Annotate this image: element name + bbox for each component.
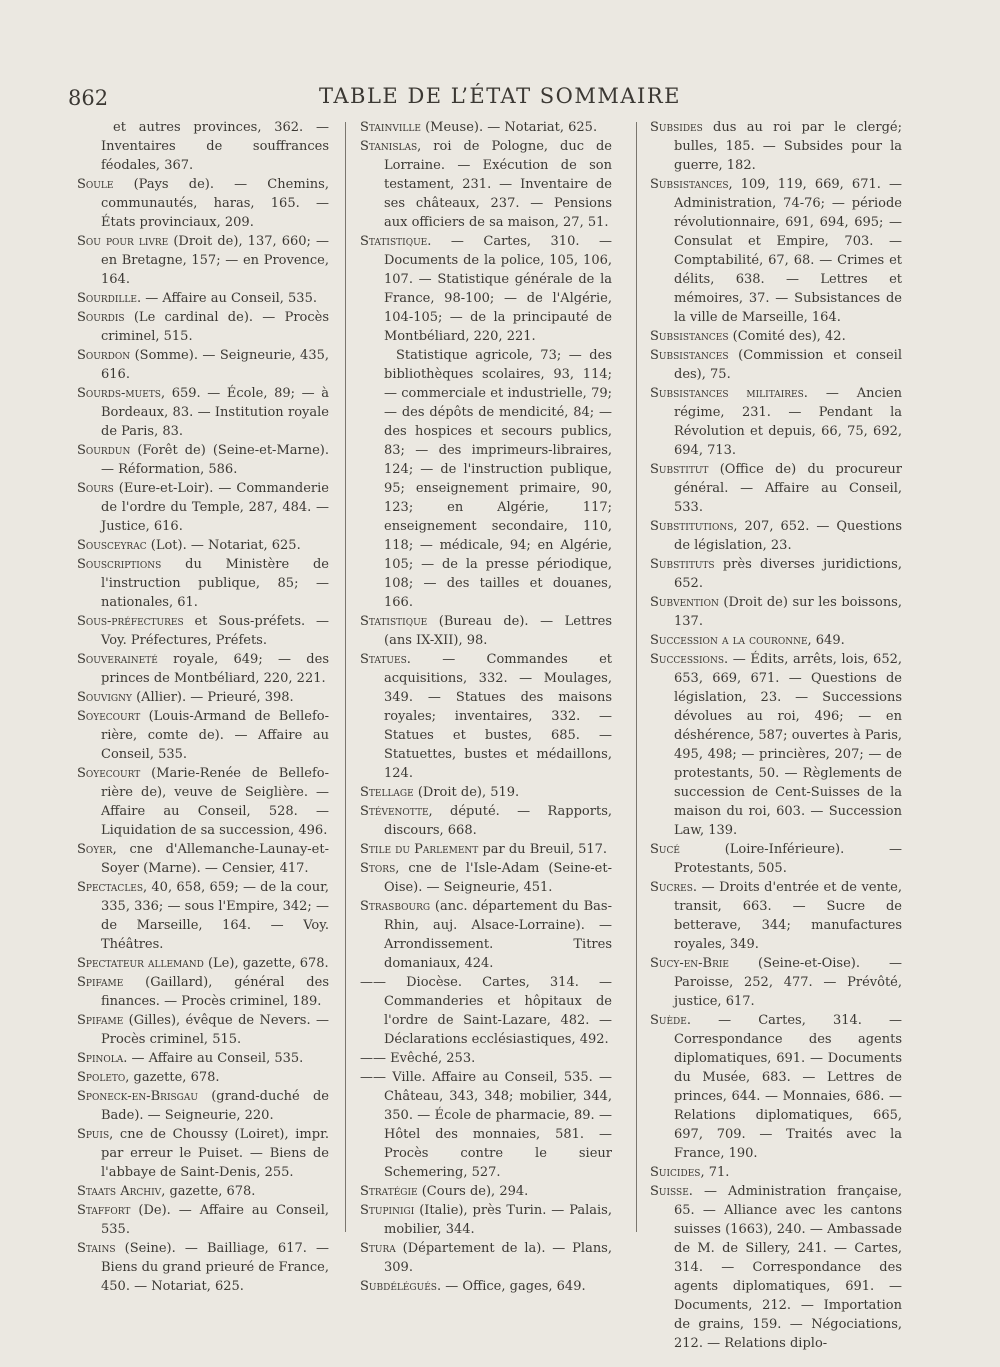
entry-heading: Staffort — [77, 1203, 131, 1218]
entry-heading: Souscriptions — [77, 557, 162, 572]
entry-text: . — Commandes et acquisitions, 332. — Moulages, 349. — Statues des maisons royales; inventaires, 332. — Statues et bustes, 685. — Statuettes, bustes et médaillons, 124. — [384, 652, 612, 781]
index-entry — [360, 650, 612, 783]
entry-text: et Sous-préfets. — Voy. Préfectures, Préfets. — [101, 614, 329, 648]
entry-text: (Le cardinal de). — Procès criminel, 515. — [101, 310, 329, 344]
entry-text: dus au roi par le clergé; bulles, 185. — Subsides pour la guerre, 182. — [674, 120, 902, 173]
index-entry — [650, 878, 902, 954]
index-entry — [77, 118, 329, 175]
entry-heading: Stile du Parlement — [360, 842, 479, 857]
entry-text: —— Diocèse. Cartes, 314. — Commanderies et hôpitaux de l'ordre de Saint-Lazare, 482. — Déclarations ecclésiastiques, 492. — [360, 975, 612, 1047]
index-entry — [650, 631, 902, 650]
entry-text: (Seine-et-Oise). — Paroisse, 252, 477. — Prévôté, justice, 617. — [674, 956, 902, 1009]
entry-heading: Souvigny — [77, 690, 132, 705]
entry-text: . — Édits, arrêts, lois, 652, 653, 669, 671. — Questions de législation, 23. — Successions dévolues au roi, 496; — en déshérence, 587; ouvertes à Paris, 495, 498; — princières, 207; — de protestants, 50. — Règlements de succession de Cent-Suisses de la maison du roi, 603. — Succession Law, 139. — [674, 652, 902, 838]
entry-heading: Sousceyrac — [77, 538, 147, 553]
entry-heading: Statues — [360, 652, 407, 667]
entry-text: (Cours de), 294. — [417, 1184, 529, 1199]
entry-heading: Sourdille — [77, 291, 137, 306]
index-entry — [360, 973, 612, 1049]
index-entry — [77, 840, 329, 878]
entry-text: . — Cartes, 310. — Documents de la police, 105, 106, 107. — Statistique générale de la France, 98-100; — de l'Algérie, 104-105; — de la principauté de Montbéliard, 220, 221. — [384, 234, 612, 344]
entry-text: , 71. — [700, 1165, 730, 1180]
entry-heading: Stratégie — [360, 1184, 418, 1199]
index-entry — [360, 346, 612, 612]
entry-heading: Subsistances — [650, 329, 729, 344]
entry-text: (Gaillard), général des finances. — Procès criminel, 189. — [101, 975, 329, 1009]
entry-heading: Staats Archiv — [77, 1184, 162, 1199]
index-entry — [650, 346, 902, 384]
index-entry — [77, 555, 329, 612]
entry-text: (Meuse). — Notariat, 625. — [420, 120, 598, 135]
page-title: TABLE DE L’ÉTAT SOMMAIRE — [319, 84, 681, 108]
index-entry — [360, 897, 612, 973]
index-entry — [77, 1125, 329, 1182]
index-entry — [77, 612, 329, 650]
entry-text: royale, 649; — des princes de Montbéliard, 220, 221. — [101, 652, 329, 686]
index-column-3 — [650, 118, 902, 1353]
entry-heading: Statistique — [360, 614, 428, 629]
index-entry — [77, 1201, 329, 1239]
entry-text: par du Breuil, 517. — [478, 842, 608, 857]
entry-text: , gazette, 678. — [161, 1184, 256, 1199]
index-entry — [77, 536, 329, 555]
entry-text: , cne d'Allemanche-Launay-et-Soyer (Marne). — Censier, 417. — [101, 842, 329, 876]
entry-text: (Seine). — Bailliage, 617. — Biens du grand prieuré de France, 450. — Notariat, 625. — [101, 1241, 329, 1294]
index-entry — [650, 175, 902, 327]
entry-heading: Suède — [650, 1013, 687, 1028]
entry-heading: Substitut — [650, 462, 709, 477]
entry-text: —— Ville. Affaire au Conseil, 535. — Château, 343, 348; mobilier, 344, 350. — École de pharmacie, 89. — Hôtel des monnaies, 581. — Procès contre le sieur Schemering, 527. — [360, 1070, 612, 1180]
entry-text: (Louis-Armand de Belleforière, comte de). — Affaire au Conseil, 535. — [101, 709, 329, 762]
entry-text: près diverses juridictions, 652. — [674, 557, 902, 591]
index-entry — [360, 1239, 612, 1277]
index-entry — [77, 1182, 329, 1201]
entry-heading: Statistique — [360, 234, 428, 249]
index-entry — [360, 1068, 612, 1182]
entry-heading: Sucy-en-Brie — [650, 956, 730, 971]
entry-heading: Sucé — [650, 842, 680, 857]
index-entry — [77, 175, 329, 232]
entry-heading: Stura — [360, 1241, 396, 1256]
index-entry — [77, 232, 329, 289]
entry-heading: Subsistances — [650, 348, 729, 363]
entry-text: (Gilles), évêque de Nevers. — Procès criminel, 515. — [101, 1013, 329, 1047]
entry-heading: Soule — [77, 177, 114, 192]
entry-heading: Souveraineté — [77, 652, 158, 667]
entry-heading: Suisse — [650, 1184, 689, 1199]
entry-heading: Subsistances — [650, 177, 729, 192]
index-entry — [650, 460, 902, 517]
index-column-2 — [360, 118, 612, 1296]
index-entry — [77, 764, 329, 840]
index-entry — [650, 555, 902, 593]
entry-text: . — Office, gages, 649. — [436, 1279, 586, 1294]
entry-heading: Substituts — [650, 557, 715, 572]
entry-text: (Eure-et-Loir). — Commanderie de l'ordre du Temple, 287, 484. — Justice, 616. — [101, 481, 329, 534]
entry-heading: Sourds-muets — [77, 386, 161, 401]
entry-heading: Stainville — [360, 120, 421, 135]
index-entry — [650, 1163, 902, 1182]
entry-text: (Somme). — Seigneurie, 435, 616. — [101, 348, 329, 382]
entry-heading: Spifame — [77, 975, 124, 990]
entry-heading: Substitutions — [650, 519, 734, 534]
index-entry — [360, 1201, 612, 1239]
entry-text: , cne de Choussy (Loiret), impr. par erreur le Puiset. — Biens de l'abbaye de Saint-Denis, 255. — [101, 1127, 329, 1180]
entry-text: (Lot). — Notariat, 625. — [146, 538, 301, 553]
entry-text: , député. — Rapports, discours, 668. — [384, 804, 612, 838]
entry-text: (Pays de). — Chemins, communautés, haras, 165. — États provinciaux, 209. — [101, 177, 329, 230]
entry-text: (Marie-Renée de Belleforière de), veuve de Seiglière. — Affaire au Conseil, 528. — Liquidation de sa succession, 496. — [101, 766, 329, 838]
entry-text: , 659. — École, 89; — à Bordeaux, 83. — Institution royale de Paris, 83. — [101, 386, 329, 439]
index-entry — [360, 1277, 612, 1296]
index-entry — [360, 802, 612, 840]
entry-text: (Droit de) sur les boissons, 137. — [674, 595, 902, 629]
entry-heading: Spuis — [77, 1127, 110, 1142]
entry-text: . — Droits d'entrée et de vente, transit, 663. — Sucre de betterave, 344; manufactures royales, 349. — [674, 880, 902, 952]
entry-text: Statistique agricole, 73; — des bibliothèques scolaires, 93, 114; — commerciale et industrielle, 79; — des dépôts de mendicité, 84; — des hospices et secours publics, 83; — des imprimeurs-libraires, 124; — de l'instruction publique, 95; enseignement primaire, 90, 123; en Algérie, 117; enseignement secondaire, 110, 118; — médicale, 94; en Algérie, 105; — de la presse périodique, 108; — des tailles et douanes, 166. — [384, 348, 612, 610]
entry-text: . — Ancien régime, 231. — Pendant la Révolution et depuis, 66, 75, 692, 694, 713. — [674, 386, 902, 458]
index-entry — [77, 308, 329, 346]
entry-heading: Stupinigi — [360, 1203, 415, 1218]
index-entry — [360, 232, 612, 346]
entry-text: et autres provinces, 362. — Inventaires de souffrances féodales, 367. — [101, 120, 329, 173]
entry-text: (Forêt de) (Seine-et-Marne). — Réformation, 586. — [101, 443, 329, 477]
page-number: 862 — [68, 86, 109, 110]
entry-heading: Soyer — [77, 842, 113, 857]
column-rule — [345, 122, 346, 1232]
index-entry — [650, 650, 902, 840]
entry-heading: Soyecourt — [77, 766, 141, 781]
entry-heading: Spifame — [77, 1013, 124, 1028]
entry-heading: Spectateur allemand — [77, 956, 204, 971]
index-entry — [77, 1239, 329, 1296]
index-entry — [360, 840, 612, 859]
entry-text: . — Affaire au Conseil, 535. — [136, 291, 317, 306]
entry-text: (Département de la). — Plans, 309. — [384, 1241, 612, 1275]
index-entry — [77, 650, 329, 688]
entry-heading: Stains — [77, 1241, 116, 1256]
entry-text: (Comité des), 42. — [728, 329, 846, 344]
entry-text: (Loire-Inférieure). — Protestants, 505. — [674, 842, 902, 876]
index-entry — [360, 1049, 612, 1068]
index-entry — [650, 118, 902, 175]
entry-heading: Strasbourg — [360, 899, 431, 914]
entry-text: (anc. département du Bas-Rhin, auj. Alsace-Lorraine). — Arrondissement. Titres domaniaux, 424. — [384, 899, 612, 971]
entry-heading: Sous-préfectures — [77, 614, 184, 629]
entry-heading: Succession a la couronne — [650, 633, 808, 648]
index-entry — [360, 1182, 612, 1201]
index-entry — [77, 954, 329, 973]
entry-text: (Office de) du procureur général. — Affaire au Conseil, 533. — [674, 462, 902, 515]
index-entry — [360, 118, 612, 137]
entry-heading: Stors — [360, 861, 396, 876]
entry-heading: Stellage — [360, 785, 414, 800]
index-entry — [360, 612, 612, 650]
index-entry — [77, 441, 329, 479]
entry-text: . — Affaire au Conseil, 535. — [123, 1051, 304, 1066]
entry-text: (Italie), près Turin. — Palais, mobilier, 344. — [384, 1203, 612, 1237]
entry-text: du Ministère de l'instruction publique, 85; — nationales, 61. — [101, 557, 329, 610]
index-entry — [77, 479, 329, 536]
entry-heading: Successions — [650, 652, 724, 667]
entry-heading: Spectacles — [77, 880, 144, 895]
entry-text: , gazette, 678. — [125, 1070, 220, 1085]
column-rule — [636, 122, 637, 1232]
entry-text: (Le), gazette, 678. — [203, 956, 329, 971]
index-entry — [77, 1049, 329, 1068]
entry-text: (Allier). — Prieuré, 398. — [131, 690, 294, 705]
entry-text: , 40, 658, 659; — de la cour, 335, 336; — sous l'Empire, 342; — de Marseille, 164. — Voy. Théâtres. — [101, 880, 329, 952]
entry-text: . — Administration française, 65. — Alliance avec les cantons suisses (1663), 240. — Ambassade de M. de Sillery, 241. — Cartes, 314. — Correspondance des agents diplomatiques, 691. — Documents, 212. — Importation de grains, 159. — Négociations, 212. — Relations diplo- — [674, 1184, 902, 1351]
entry-heading: Soyecourt — [77, 709, 141, 724]
entry-text: (Commission et conseil des), 75. — [674, 348, 902, 382]
entry-text: (grand-duché de Bade). — Seigneurie, 220. — [101, 1089, 329, 1123]
entry-text: , roi de Pologne, duc de Lorraine. — Exécution de son testament, 231. — Inventaire de ses châteaux, 237. — Pensions aux officiers de sa maison, 27, 51. — [384, 139, 612, 230]
entry-text: , 649. — [807, 633, 845, 648]
index-entry — [77, 688, 329, 707]
entry-heading: Subdélégués — [360, 1279, 437, 1294]
index-entry — [650, 1182, 902, 1353]
entry-text: , cne de l'Isle-Adam (Seine-et-Oise). — Seigneurie, 451. — [384, 861, 612, 895]
index-entry — [650, 517, 902, 555]
index-entry — [77, 878, 329, 954]
entry-heading: Sucres — [650, 880, 693, 895]
entry-heading: Sourdun — [77, 443, 131, 458]
entry-heading: Spinola — [77, 1051, 124, 1066]
index-entry — [650, 327, 902, 346]
index-entry — [360, 859, 612, 897]
entry-text: (De). — Affaire au Conseil, 535. — [101, 1203, 329, 1237]
entry-heading: Stévenotte — [360, 804, 429, 819]
entry-heading: Sourdis — [77, 310, 125, 325]
index-entry — [77, 707, 329, 764]
entry-heading: Sou pour livre — [77, 234, 169, 249]
index-entry — [650, 384, 902, 460]
entry-text: (Droit de), 137, 660; — en Bretagne, 157; — en Provence, 164. — [101, 234, 330, 287]
index-entry — [360, 137, 612, 232]
entry-heading: Stanislas — [360, 139, 418, 154]
entry-heading: Subsides — [650, 120, 703, 135]
index-entry — [650, 593, 902, 631]
index-entry — [77, 1087, 329, 1125]
entry-heading: Sours — [77, 481, 114, 496]
entry-text: , 109, 119, 669, 671. — Administration, 74-76; — période révolutionnaire, 691, 694, 695; — Consulat et Empire, 703. — Comptabilité, 67, 68. — Crimes et délits, 638. — Lettres et mémoires, 37. — Subsistances de la ville de Marseille, 164. — [674, 177, 902, 325]
entry-heading: Subvention — [650, 595, 719, 610]
index-entry — [77, 973, 329, 1011]
index-entry — [650, 954, 902, 1011]
index-entry — [360, 783, 612, 802]
entry-heading: Suicides — [650, 1165, 701, 1180]
index-entry — [77, 384, 329, 441]
entry-text: (Droit de), 519. — [413, 785, 520, 800]
index-entry — [77, 346, 329, 384]
entry-text: (Bureau de). — Lettres (ans IX-XII), 98. — [384, 614, 612, 648]
index-entry — [77, 1068, 329, 1087]
entry-heading: Sponeck-en-Brisgau — [77, 1089, 198, 1104]
entry-heading: Spoleto — [77, 1070, 126, 1085]
index-entry — [650, 1011, 902, 1163]
entry-heading: Sourdon — [77, 348, 131, 363]
index-entry — [77, 289, 329, 308]
entry-text: , 207, 652. — Questions de législation, 23. — [674, 519, 902, 553]
entry-text: . — Cartes, 314. — Correspondance des agents diplomatiques, 691. — Documents du Musée, 683. — Lettres de princes, 644. — Monnaies, 686. — Relations diplomatiques, 665, 697, 709. — Traités avec la France, 190. — [674, 1013, 902, 1161]
index-entry — [650, 840, 902, 878]
index-column-1 — [77, 118, 329, 1296]
entry-heading: Subsistances militaires — [650, 386, 804, 401]
index-entry — [77, 1011, 329, 1049]
entry-text: —— Evêché, 253. — [360, 1051, 476, 1066]
